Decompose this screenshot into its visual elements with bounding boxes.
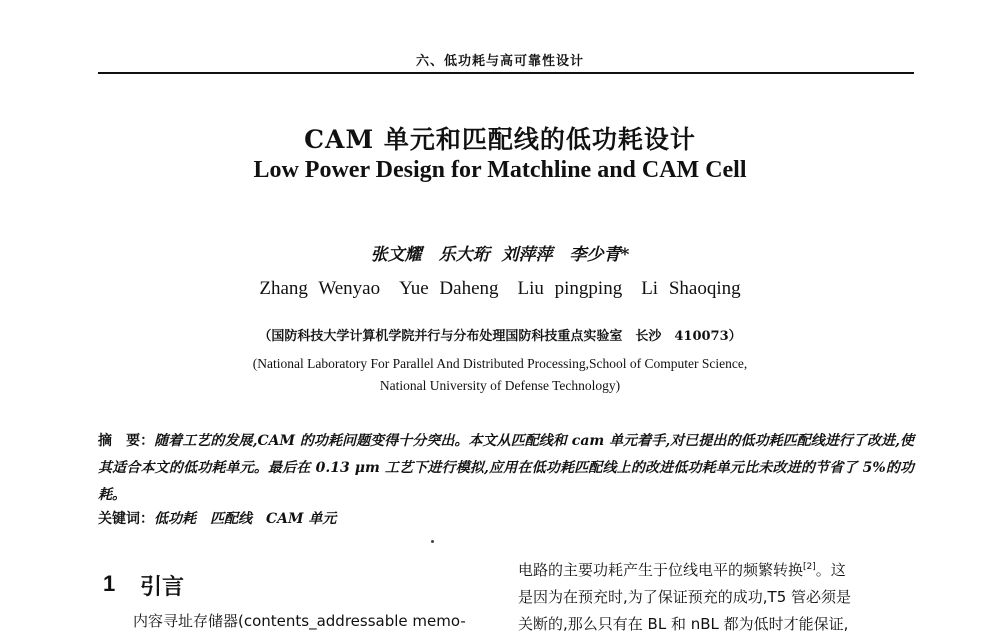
abstract-label: 摘 要： (98, 433, 155, 449)
affiliation-english-line-2: National University of Defense Technology) (379, 378, 621, 393)
header-rule (98, 72, 914, 74)
authors-chinese: 张文耀 乐大珩 刘萍萍 李少青* (370, 245, 630, 265)
affiliation-english-line-1: (National Laboratory For Parallel And Distributed Processing,School of Computer Science, (252, 356, 748, 371)
right-column-line-1: 电路的主要功耗产生于位线电平的频繁转换[2]。这 (518, 561, 846, 579)
keywords-label: 关键词： (98, 511, 154, 527)
citation-ref: [2] (803, 562, 816, 572)
abstract-text: 随着工艺的发展,CAM 的功耗问题变得十分突出。本文从匹配线和 cam 单元着手,对已提出的低功耗匹配线进行了改进,使其适合本文的低功耗单元。最后在 0.13 μm 工艺下进行模拟,应用在低功耗匹配线上的改进低功耗单元比未改进的节省了 5%的功耗。 (98, 433, 915, 503)
authors-english: Zhang Wenyao Yue Daheng Liu pingping Li Shaoqing (259, 278, 741, 299)
keywords (98, 508, 914, 528)
section-number: 1 (103, 571, 116, 596)
right-column-line-3: 关断的,那么只有在 BL 和 nBL 都为低时才能保证, (518, 615, 849, 633)
abstract (98, 428, 914, 509)
keywords-text: 低功耗 匹配线 CAM 单元 (154, 511, 337, 527)
title-english: Low Power Design for Matchline and CAM Cell (253, 157, 747, 183)
title-chinese: CAM 单元和匹配线的低功耗设计 (304, 125, 696, 154)
affiliation-chinese: （国防科技大学计算机学院并行与分布处理国防科技重点实验室 长沙 410073） (258, 329, 742, 344)
left-column-paragraph: 内容寻址存储器(contents_addressable memo- (133, 612, 466, 630)
section-title: 引言 (140, 575, 185, 600)
running-header: 六、低功耗与高可靠性设计 (415, 54, 584, 69)
right-column-line-2: 是因为在预充时,为了保证预充的成功,T5 管必须是 (518, 588, 852, 606)
right-column-text (518, 554, 916, 638)
stray-mark (431, 540, 434, 543)
